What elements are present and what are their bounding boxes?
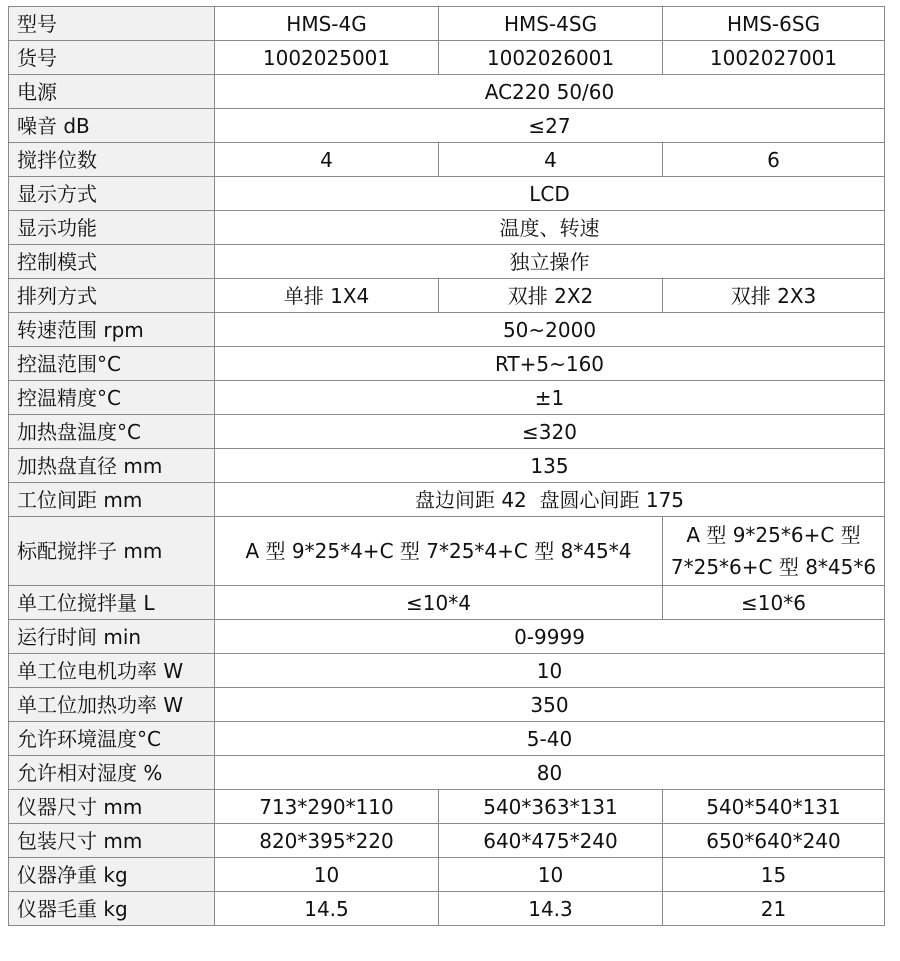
table-row-arrangement <box>9 279 885 313</box>
cell-hms-4g: 10 <box>215 858 439 892</box>
row-label: 包装尺寸 mm <box>9 824 215 858</box>
row-label: 控制模式 <box>9 245 215 279</box>
table-row-plate-temp <box>9 415 885 449</box>
row-label: 允许相对湿度 % <box>9 756 215 790</box>
cell-hms-6sg: ≤10*6 <box>663 586 885 620</box>
cell-hms-4sg: 双排 2X2 <box>439 279 663 313</box>
row-label: 仪器净重 kg <box>9 858 215 892</box>
cell-all: RT+5~160 <box>215 347 885 381</box>
row-label: 允许环境温度°C <box>9 722 215 756</box>
table-row-stir-positions <box>9 143 885 177</box>
cell-all: 350 <box>215 688 885 722</box>
row-label: 显示方式 <box>9 177 215 211</box>
cell-hms-4sg: 640*475*240 <box>439 824 663 858</box>
table-row-stir-bars <box>9 517 885 586</box>
table-row-control-mode <box>9 245 885 279</box>
row-label: 控温精度°C <box>9 381 215 415</box>
row-label: 电源 <box>9 75 215 109</box>
table-row-stir-volume <box>9 586 885 620</box>
table-row-run-time <box>9 620 885 654</box>
cell-hms-6sg: 双排 2X3 <box>663 279 885 313</box>
cell-hms-4g: 14.5 <box>215 892 439 926</box>
row-label: 工位间距 mm <box>9 483 215 517</box>
cell-all: 5-40 <box>215 722 885 756</box>
spec-table <box>8 6 885 926</box>
row-label: 仪器毛重 kg <box>9 892 215 926</box>
cell-all: 10 <box>215 654 885 688</box>
table-row-model <box>9 7 885 41</box>
row-label: 标配搅拌子 mm <box>9 517 215 586</box>
table-row-heating-power <box>9 688 885 722</box>
cell-hms-6sg: 540*540*131 <box>663 790 885 824</box>
cell-hms-4sg: 540*363*131 <box>439 790 663 824</box>
table-row-package-size <box>9 824 885 858</box>
cell-hms-4g-4sg: A 型 9*25*4+C 型 7*25*4+C 型 8*45*4 <box>215 517 663 586</box>
cell-all: ≤27 <box>215 109 885 143</box>
table-row-noise <box>9 109 885 143</box>
cell-all: 温度、转速 <box>215 211 885 245</box>
cell-all: ≤320 <box>215 415 885 449</box>
table-row-temp-range <box>9 347 885 381</box>
table-row-temp-accuracy <box>9 381 885 415</box>
cell-all: 盘边间距 42 盘圆心间距 175 <box>215 483 885 517</box>
table-row-display-function <box>9 211 885 245</box>
row-label: 单工位加热功率 W <box>9 688 215 722</box>
table-row-power-supply <box>9 75 885 109</box>
cell-hms-4g: 单排 1X4 <box>215 279 439 313</box>
table-row-plate-diameter <box>9 449 885 483</box>
table-row-gross-weight <box>9 892 885 926</box>
row-label: 加热盘温度°C <box>9 415 215 449</box>
cell-hms-6sg: A 型 9*25*6+C 型 7*25*6+C 型 8*45*6 <box>663 517 885 586</box>
row-label: 排列方式 <box>9 279 215 313</box>
cell-hms-6sg: 21 <box>663 892 885 926</box>
table-row-item-no <box>9 41 885 75</box>
row-label: 型号 <box>9 7 215 41</box>
table-row-position-spacing <box>9 483 885 517</box>
cell-all: 50~2000 <box>215 313 885 347</box>
row-label: 单工位电机功率 W <box>9 654 215 688</box>
cell-all: 80 <box>215 756 885 790</box>
cell-hms-4g: 4 <box>215 143 439 177</box>
cell-hms-4g-4sg: ≤10*4 <box>215 586 663 620</box>
cell-hms-4g: 1002025001 <box>215 41 439 75</box>
cell-all: AC220 50/60 <box>215 75 885 109</box>
table-row-display-type <box>9 177 885 211</box>
cell-all: LCD <box>215 177 885 211</box>
cell-hms-4sg: 4 <box>439 143 663 177</box>
row-label: 显示功能 <box>9 211 215 245</box>
table-row-motor-power <box>9 654 885 688</box>
table-row-humidity <box>9 756 885 790</box>
table-row-ambient-temp <box>9 722 885 756</box>
row-label: 货号 <box>9 41 215 75</box>
table-row-speed-range <box>9 313 885 347</box>
row-label: 控温范围°C <box>9 347 215 381</box>
row-label: 搅拌位数 <box>9 143 215 177</box>
cell-hms-6sg: 1002027001 <box>663 41 885 75</box>
row-label: 仪器尺寸 mm <box>9 790 215 824</box>
cell-hms-6sg: 650*640*240 <box>663 824 885 858</box>
table-row-net-weight <box>9 858 885 892</box>
cell-hms-4sg: 10 <box>439 858 663 892</box>
cell-hms-4sg: HMS-4SG <box>439 7 663 41</box>
cell-hms-4g: 713*290*110 <box>215 790 439 824</box>
cell-all: 135 <box>215 449 885 483</box>
cell-all: 独立操作 <box>215 245 885 279</box>
row-label: 单工位搅拌量 L <box>9 586 215 620</box>
row-label: 噪音 dB <box>9 109 215 143</box>
cell-hms-4g: HMS-4G <box>215 7 439 41</box>
cell-all: 0-9999 <box>215 620 885 654</box>
row-label: 运行时间 min <box>9 620 215 654</box>
cell-all: ±1 <box>215 381 885 415</box>
cell-hms-4g: 820*395*220 <box>215 824 439 858</box>
cell-hms-6sg: 6 <box>663 143 885 177</box>
cell-hms-4sg: 1002026001 <box>439 41 663 75</box>
cell-hms-4sg: 14.3 <box>439 892 663 926</box>
table-row-instrument-size <box>9 790 885 824</box>
row-label: 转速范围 rpm <box>9 313 215 347</box>
cell-hms-6sg: 15 <box>663 858 885 892</box>
cell-hms-6sg: HMS-6SG <box>663 7 885 41</box>
row-label: 加热盘直径 mm <box>9 449 215 483</box>
